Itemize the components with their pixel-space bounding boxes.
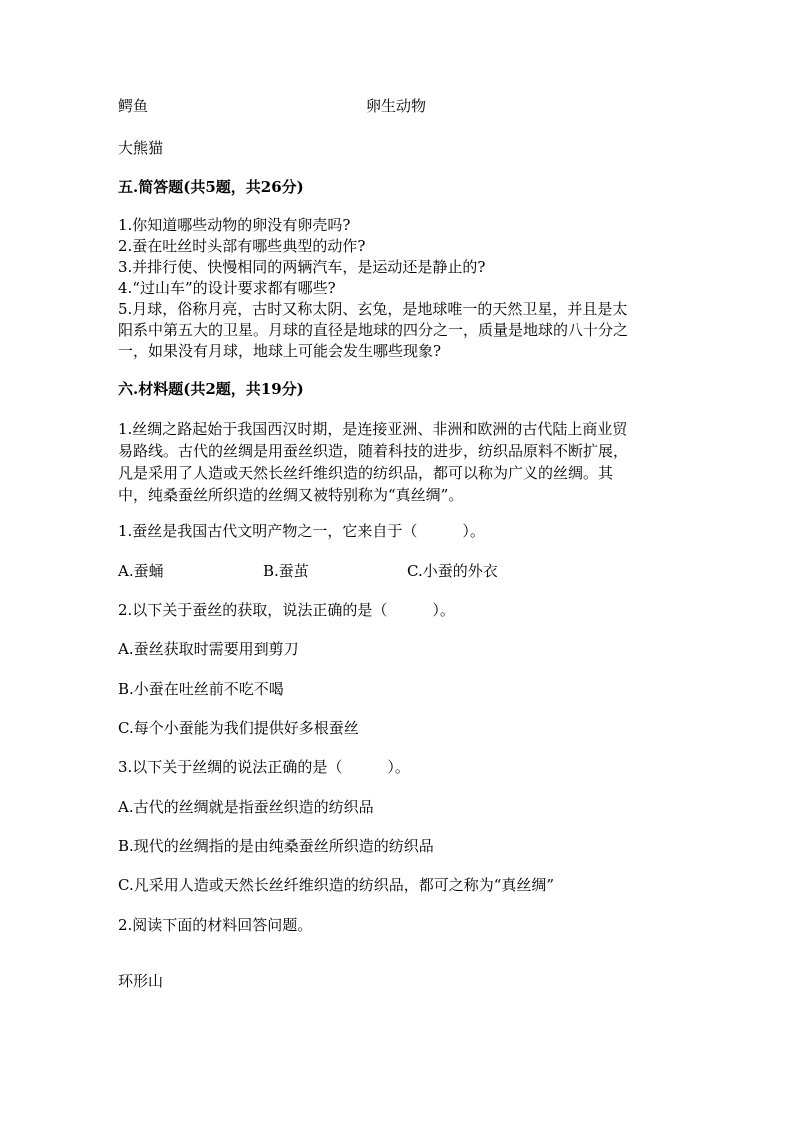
sub2-option-c[interactable]: C.每个小蚕能为我们提供好多根蚕丝	[118, 719, 359, 737]
option-c[interactable]: C.小蚕的外衣	[407, 562, 498, 580]
material-line-4: 中，纯桑蚕丝所织造的丝绸又被特别称为“真丝绸”。	[118, 486, 464, 504]
match-left-1: 鳄鱼	[118, 97, 149, 115]
match-right-1: 卵生动物	[366, 97, 427, 115]
match-row-2	[118, 138, 163, 158]
sub-question-1-stem: 1.蚕丝是我国古代文明产物之一，它来自于（ ）。	[118, 522, 485, 540]
s5-question-3: 3.并排行使、快慢相同的两辆汽车，是运动还是静止的?	[118, 258, 486, 276]
sub-question-2-stem: 2.以下关于蚕丝的获取，说法正确的是（ ）。	[118, 601, 455, 619]
option-a[interactable]: A.蚕蛹	[118, 562, 164, 580]
match-row-1	[118, 96, 427, 116]
s5-question-4: 4.“过山车”的设计要求都有哪些?	[118, 279, 336, 297]
section-6-title: 六.材料题(共2题，共19分)	[118, 380, 304, 398]
s5-question-2: 2.蚕在吐丝时头部有哪些典型的动作?	[118, 237, 366, 255]
sub2-option-a[interactable]: A.蚕丝获取时需要用到剪刀	[118, 640, 299, 658]
s5-question-5-line-3: 一，如果没有月球，地球上可能会发生哪些现象?	[118, 342, 442, 360]
question-2-stem: 2.阅读下面的材料回答问题。	[118, 916, 313, 934]
s5-question-5-line-2: 阳系中第五大的卫星。月球的直径是地球的四分之一，质量是地球的八十分之	[118, 321, 629, 339]
option-b[interactable]: B.蚕茧	[263, 562, 309, 580]
material-line-3: 凡是采用了人造或天然长丝纤维织造的纺织品，都可以称为广义的丝绸。其	[118, 464, 614, 482]
sub3-option-a[interactable]: A.古代的丝绸就是指蚕丝织造的纺织品	[118, 798, 374, 816]
match-left-2: 大熊猫	[118, 139, 164, 157]
material-line-2: 易路线。古代的丝绸是用蚕丝织造，随着科技的进步，纺织品原料不断扩展，	[118, 442, 629, 460]
sub-question-1-options	[118, 561, 498, 581]
sub-question-3-stem: 3.以下关于丝绸的说法正确的是（ ）。	[118, 758, 410, 776]
sub3-option-b[interactable]: B.现代的丝绸指的是由纯桑蚕丝所织造的纺织品	[118, 837, 434, 855]
material-line-1: 1.丝绸之路起始于我国西汉时期，是连接亚洲、非洲和欧洲的古代陆上商业贸	[118, 420, 628, 438]
s5-question-5-line-1: 5.月球，俗称月亮，古时又称太阴、玄兔，是地球唯一的天然卫星，并且是太	[118, 300, 628, 318]
s5-question-1: 1.你知道哪些动物的卵没有卵壳吗?	[118, 216, 351, 234]
sub2-option-b[interactable]: B.小蚕在吐丝前不吃不喝	[118, 680, 284, 698]
sub3-option-c[interactable]: C.凡采用人造或天然长丝纤维织造的纺织品，都可之称为“真丝绸”	[118, 876, 555, 894]
figure-label-crater: 环形山	[118, 972, 164, 990]
section-5-title: 五.简答题(共5题，共26分)	[118, 178, 304, 196]
